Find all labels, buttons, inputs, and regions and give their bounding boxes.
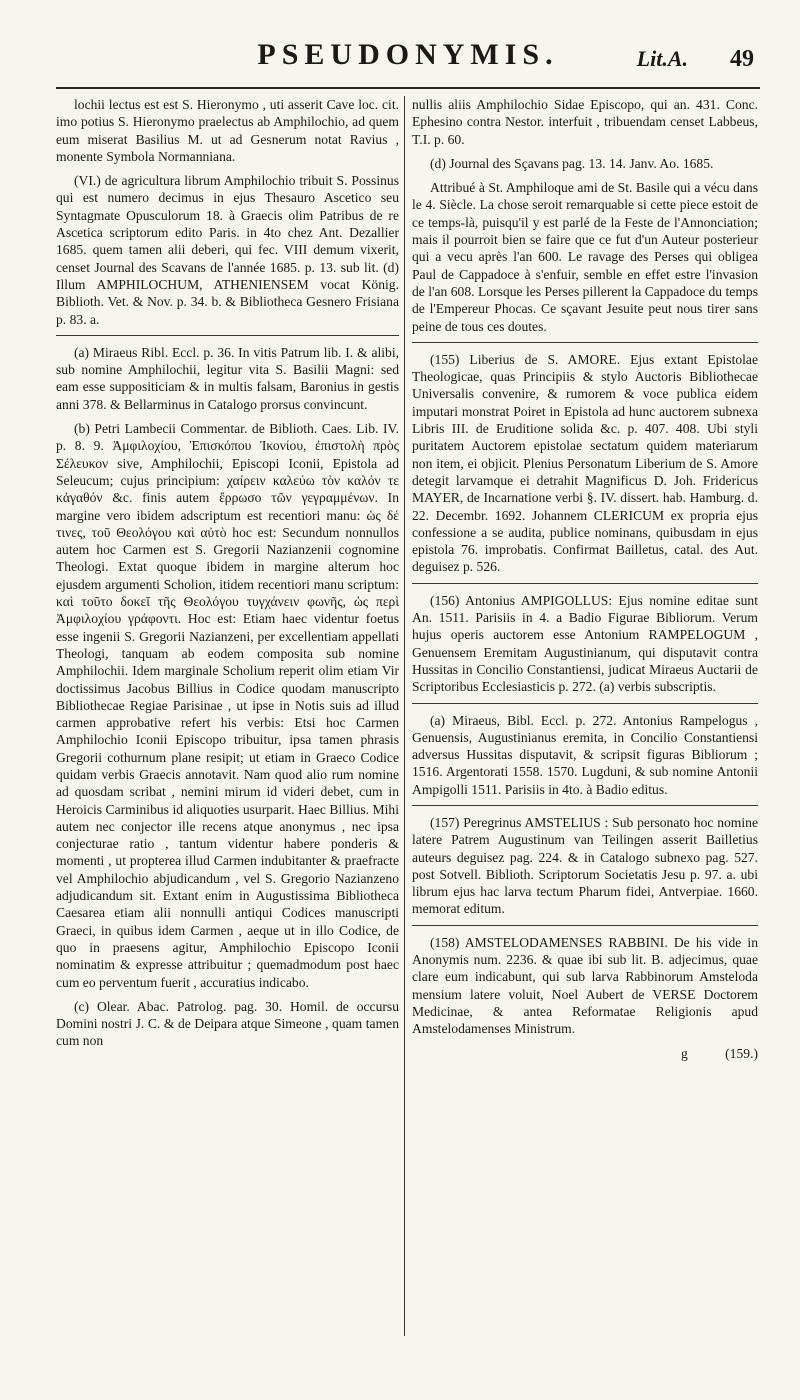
paragraph: nullis aliis Amphilochio Sidae Episcopo, qui an. 431. Conc. Ephesino contra Nestor. interfuit , tribuendam censet Labbeus, T.I. p. 60.: [412, 97, 758, 147]
section-rule: [412, 925, 758, 926]
section-rule: [412, 583, 758, 584]
left-column: [56, 96, 399, 1340]
page-footer: [412, 1045, 758, 1062]
footnote: (a) Miraeus, Bibl. Eccl. p. 272. Antonius Rampelogus , Genuensis, Augustinianus eremita, in Concilio Constantiensi adversus Hussitas disputavit, & scripsit figuras Bibliorum ; 1516. Argentorati 1558. 1570. Lugduni, & sub nomine Antonii Ampigolli 1511. Parisiis in 4to. à Badio editus.: [412, 712, 758, 797]
catchword: (159.): [725, 1045, 758, 1061]
section-mark: Lit.A.: [636, 46, 688, 71]
right-column: [412, 96, 758, 1340]
footnote: (d) Journal des Sçavans pag. 13. 14. Janv. Ao. 1685.: [430, 155, 714, 171]
footnote: Attribué à St. Amphiloque ami de St. Basile qui a vécu dans le 4. Siècle. La chose seroit remarquable si cette piece estoit de ce temps-là, puisqu'il y est parlé de la Feste de l'Annonciation; mais il pourroit bien se faire que ce fut d'un Auteur posterieur qui a vecu après l'an 600. Le ravage des Perses qui obligea Paul de Cappadoce à s'enfuir, semble en effet estre l'invasion de l'an 608. Lorsque les Perses pillerent la Cappadoce du temps de l'Empereur Phocas. Ce sçavant Jesuite peut nous tirer sans peine de tous ces doutes.: [412, 180, 758, 334]
paragraph: lochii lectus est est S. Hieronymo , uti asserit Cave loc. cit. imo potius S. Hieronymo praelectus ab Amphilochio, ad quem eum miserat Basilius M. ut ad Gesnerum notat Ravius , monente Symbola Normanniana.: [56, 97, 399, 164]
entry: (155) Liberius de S. AMORE. Ejus extant Epistolae Theologicae, quas Principiis & stylo Auctoris Bibliothecae Universalis convenire, & rumorem & voce publica eidem imputari monstrat Poiret in Epistola ad hunc auctorem subnexa Libris III. de Eruditione solida &c. p. 407. 408. Ubi styli puritatem Auctorem epistolae sectatum quidem materiarum non item, ei objicit. Plenius Personatum Liberium de S. Amore detegit larvamque ei detrahit Magnificus D. Joh. Fridericus MAYER, de Incarnatione verbi §. IV. dissert. hab. Hamburg. d. 22. Decembr. 1692. Johannem CLERICUM ex propria ejus confessione a se audita, publice nominans, quibusdam in ejus epistola 76. improbatis. Confirmat Bailletus, catal. des Aut. deguisez p. 526.: [412, 351, 758, 575]
running-title: PSEUDONYMIS.: [257, 38, 559, 71]
column-divider: [404, 96, 405, 1336]
entry: (158) AMSTELODAMENSES RABBINI. De his vide in Anonymis num. 2236. & quae ibi sub lit. B. adjecimus, quae clare eum indicabunt, qui sub larva Rabbinorum Amsteloda mensium latere voluit, Noel Aubert de VERSE Doctorem Medicinae, & antea Reformatae Religionis apud Amstelodamenses Ministrum.: [412, 934, 758, 1037]
footnote-rule: [56, 335, 399, 336]
footnote: (c) Olear. Abac. Patrolog. pag. 30. Homil. de occursu Domini nostri J. C. & de Deipara atque Simeone , quam tamen cum non: [56, 998, 399, 1049]
page-number: 49: [730, 46, 754, 72]
footnote: (a) Miraeus Ribl. Eccl. p. 36. In vitis Patrum lib. I. & alibi, sub nomine Amphilochii, legitur vita S. Basilii Magni: sed eam esse suppositiciam & in multis falsam, Baronius in gestis anni 378. & Bellarminus in Catalogo prorsus convincunt.: [56, 344, 399, 412]
signature-mark: g: [680, 1045, 688, 1061]
footnote: (b) Petri Lambecii Commentar. de Biblioth. Caes. Lib. IV. p. 8. 9. Ἀμφιλοχίου, Ἐπισκόπου Ἰκονίου, ἐπιστολὴ πρὸς Σέλευκον sive, Amphilochii, Episcopi Iconii, Epistola ad Seleucum; cujus principium: χαίρειν καλεύω τὸν καλόν τε κἀγαθόν &c. finis autem ἔρρωσο τῶν γεγραμμένων. In margine vero ibidem adscriptum est recentiori manu: ὡς δέ τινες, τοῦ Θεολόγου καὶ αὐτὸ hoc est: Secundum nonnullos autem hoc Carmen est S. Gregorii Nazianzenii cognomine Theologi. Extat quoque ibidem in margine alterum hoc ejusdem argumenti Scholion, itidem recentiori manu scriptum: καὶ τοῦτο δοκεῖ τῆς Θεολόγου τυγχάνειν φωνῆς, ὡς περὶ Ἀμφιλοχίου γράφοντι. Hoc est: Etiam haec videntur foetus esse ingenii S. Gregorii Nazianzeni, per excellentiam appellati Theologi, tanquam ab eodem composita sub nomine Amphilochii. Idem marginale Scholium reperit olim etiam Vir doctissimus Jacobus Billius in Codice quodam manuscripto Bibliothecae Regiae Parisinae , ut ipse in Notis suis ad illud carmen approbative refert his verbis: Etsi hoc Carmen Amphilochio Iconii Episcopo tribuitur, ipsa tamen phrasis Gregorii cothurnum plane resipit; ut etiam in Graeco Codice quidam verbis Graecis annotavit. Nam quod alio rum nomine ad quosdam scribat , nemini mirum id videri debet, cum in Heroicis Carminibus id aliquoties usurparit. Haec Billius. Mihi autem nec conjector ille recens atque anonymus , nec ipsa conjecturae ratio , tantum videntur habere ponderis & momenti , ut propterea illud Carmen indubitanter & praefracte vel Amphilochio abjudicandum , vel S. Gregorio Nazianzeno adjudicandum sit. Extant enim in Augustissima Bibliotheca Caesarea etiam alii nonnulli antiqui Codices manuscripti Graeci, in quibus idem Carmen , aeque ut in illo Codice, de quo in praesens agitur, Amphilochio Episcopo Iconii nominatim & expresse attribuitur ; quemadmodum post haec cum eo perventum fuerit , accuratius indicabo.: [56, 421, 399, 990]
section-rule: [412, 342, 758, 343]
paragraph: (VI.) de agricultura librum Amphilochio tribuit S. Possinus qui est numero decimus in ejus Thesauro Ascetico seu Syntagmate Opusculorum 18. à Graecis olim Patribus de re Ascetica scriptorum edito Paris. in 4to chez Ant. Dezallier 1685. quem tamen alii deberi, qui fec. VIII demum vixerit, censet Journal des Scavans de l'année 1685. p. 13. sub lit. (d) Illum AMPHILOCHUM, ATHENIENSEM vocat König. Biblioth. Vet. & Nov. p. 34. b. & Bibliotheca Gesnero Frisiana p. 83. a.: [56, 173, 399, 327]
entry: (156) Antonius AMPIGOLLUS: Ejus nomine editae sunt An. 1511. Parisiis in 4. a Badio Figurae Bibliorum. Verum hujus operis auctorem esse Antonium RAMPELOGUM , Genuensem Eremitam Augustinianum, qui disputavit contra Hussitas in Concilio Constantiensi, judicat Miraeus Auctarii de Scriptoribus Ecclesiasticis p. 272. (a) verbis subscriptis.: [412, 592, 758, 695]
header-rule: [56, 87, 760, 89]
entry: (157) Peregrinus AMSTELIUS : Sub personato hoc nomine latere Patrem Augustinum van Teilingen asserit Bailletius auteurs deguisez pag. 224. & in Catalogo subnexo pag. 527. post Sotvell. Biblioth. Scriptorum Societatis Jesu p. 97. a. ubi librum ejus hac larva tectum Pharum fidei, Antverpiae. 1660. memorat editum.: [412, 814, 758, 917]
page-header: [56, 38, 760, 88]
section-rule: [412, 805, 758, 806]
section-rule: [412, 703, 758, 704]
